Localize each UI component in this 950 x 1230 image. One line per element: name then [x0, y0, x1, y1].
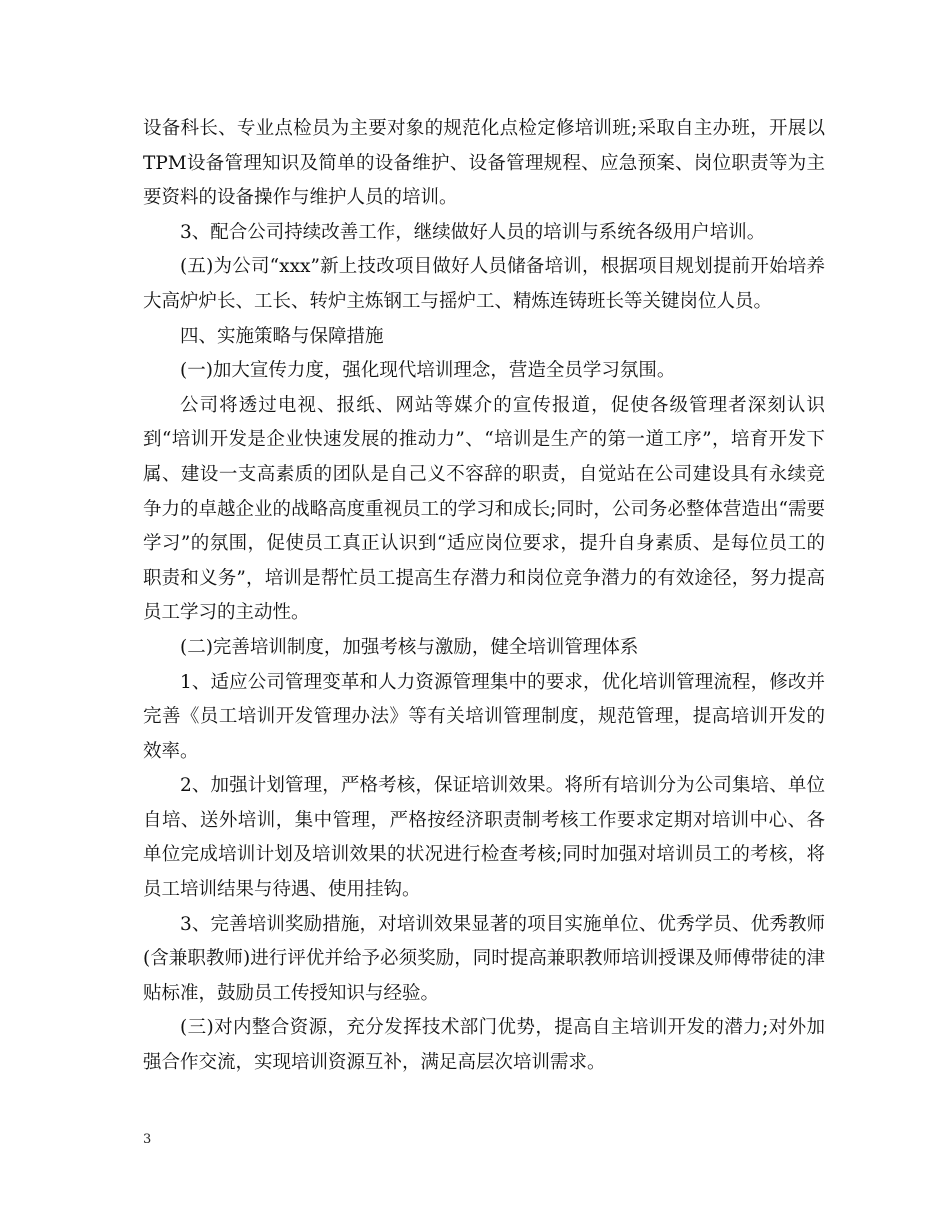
paragraph-9: 2、加强计划管理，严格考核，保证培训效果。将所有培训分为公司集培、单位自培、送外培训，集中管理，严格按经济职责制考核工作要求定期对培训中心、各单位完成培训计划及培训效果的状况进行检查考核;同时加强对培训员工的考核，将员工培训结果与待遇、使用挂钩。	[143, 775, 825, 901]
paragraph-10: 3、完善培训奖励措施，对培训效果显著的项目实施单位、优秀学员、优秀教师(含兼职教师)进行评优并给予必须奖励，同时提高兼职教师培训授课及师傅带徒的津贴标准，鼓励员工传授知识与经验。	[143, 913, 825, 1004]
paragraph-8: 1、适应公司管理变革和人力资源管理集中的要求，优化培训管理流程，修改并完善《员工培训开发管理办法》等有关培训管理制度，规范管理，提高培训开发的效率。	[143, 671, 825, 762]
subsection-heading-3: (三)对内整合资源，充分发挥技术部门优势，提高自主培训开发的潜力;对外加强合作交流，实现培训资源互补，满足高层次培训需求。	[143, 1017, 825, 1074]
paragraph-6: 公司将透过电视、报纸、网站等媒介的宣传报道，促使各级管理者深刻认识到“培训开发是企业快速发展的推动力”、“培训是生产的第一道工序”，培育开发下属、建设一支高素质的团队是自己义不容辞的职责，自觉站在公司建设具有永续竞争力的卓越企业的战略高度重视员工的学习和成长;同时，公司务必整体营造出“需要学习”的氛围，促使员工真正认识到“适应岗位要求，提升自身素质、是每位员工的职责和义务”，培训是帮忙员工提高生存潜力和岗位竞争潜力的有效途径，努力提高员工学习的主动性。	[143, 394, 825, 624]
document-body	[143, 112, 825, 1081]
paragraph-2: 3、配合公司持续改善工作，继续做好人员的培训与系统各级用户培训。	[180, 221, 766, 243]
subsection-heading-1: (一)加大宣传力度，强化现代培训理念，营造全员学习氛围。	[180, 360, 676, 382]
subsection-heading-2: (二)完善培训制度，加强考核与激励，健全培训管理体系	[180, 636, 639, 658]
page-number: 3	[143, 1132, 152, 1147]
paragraph-1: 设备科长、专业点检员为主要对象的规范化点检定修培训班;采取自主办班，开展以TPM设备管理知识及简单的设备维护、设备管理规程、应急预案、岗位职责等为主要资料的设备操作与维护人员的培训。	[143, 118, 825, 209]
paragraph-3: (五)为公司“xxx”新上技改项目做好人员储备培训，根据项目规划提前开始培养大高炉炉长、工长、转炉主炼钢工与摇炉工、精炼连铸班长等关键岗位人员。	[143, 256, 825, 312]
section-heading-4: 四、实施策略与保障措施	[180, 325, 384, 347]
